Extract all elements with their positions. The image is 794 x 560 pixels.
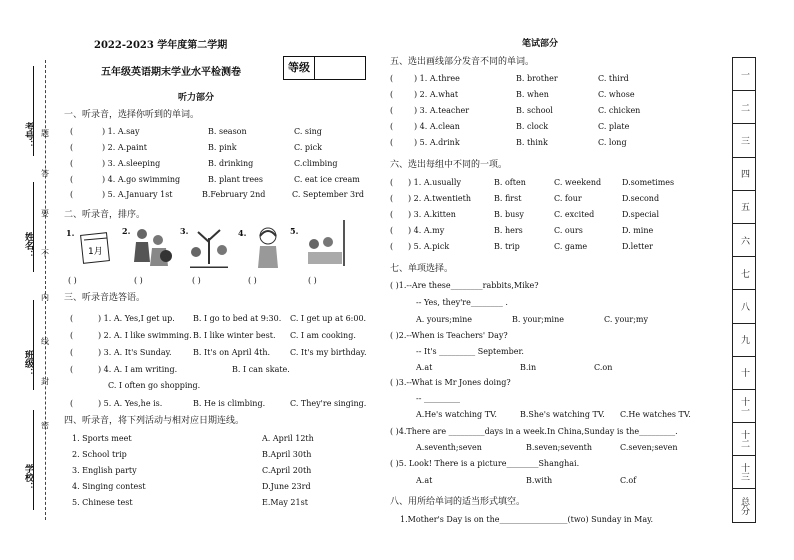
- school-year: 2022-2023 学年度第二学期: [94, 40, 228, 51]
- question: ( )2.--When is Teachers' Day?: [390, 331, 508, 340]
- writing-title: 笔试部分: [522, 39, 559, 49]
- question: ) 3. A.sleeping: [102, 159, 161, 168]
- activity-item[interactable]: 3. English party: [72, 466, 137, 475]
- question: ) 2. A.twentieth: [408, 194, 471, 203]
- order-blank[interactable]: ( ): [68, 276, 77, 285]
- option-c: C.of: [620, 476, 637, 485]
- question-line: -- _________: [416, 394, 460, 403]
- option-c: C. sing: [294, 127, 322, 136]
- option-c: C. excited: [554, 210, 595, 219]
- paren: (: [70, 331, 74, 340]
- option-c: C. game: [554, 242, 588, 251]
- option-a: A. yours;mine: [416, 315, 473, 324]
- option-c: C. September 3rd: [292, 190, 365, 199]
- option-d: D.sometimes: [622, 178, 675, 187]
- date-item[interactable]: B.April 30th: [262, 450, 312, 459]
- option-b: B. It's on April 4th.: [193, 348, 271, 357]
- section-4-title: 四、听录音，将下列活动与相对应日期连线。: [64, 416, 245, 426]
- order-blank[interactable]: ( ): [192, 276, 201, 285]
- question: ) 4. A. I am writing.: [98, 365, 178, 374]
- pic-number: 2.: [122, 226, 131, 236]
- headphone-girl-picture: [250, 226, 286, 270]
- score-cell[interactable]: 九: [733, 323, 756, 356]
- question: ) 4. A.go swimming: [102, 175, 181, 184]
- seal-char: 封: [41, 377, 49, 386]
- option-b: B. He is climbing.: [193, 399, 266, 408]
- question: ) 5. A. Yes,he is.: [98, 399, 163, 408]
- tree-planting-picture: [186, 224, 232, 268]
- date-item[interactable]: A. April 12th: [262, 434, 314, 443]
- option-d: D.special: [622, 210, 659, 219]
- question: ) 1. A. Yes,I get up.: [98, 314, 175, 323]
- paren: (: [390, 226, 394, 235]
- seal-char: 密: [41, 421, 49, 430]
- pic-number: 1.: [66, 228, 75, 238]
- pic-number: 3.: [180, 226, 189, 236]
- option-c: C. pick: [294, 143, 322, 152]
- option-b: B. plant trees: [208, 175, 263, 184]
- option-a: A.at: [416, 363, 433, 372]
- section-3-title: 三、听录音选答语。: [64, 293, 146, 303]
- name-line: [33, 182, 34, 272]
- option-a: A.at: [416, 476, 433, 485]
- question: ) 3. A. It's Sunday.: [98, 348, 172, 357]
- option-c: C. I often go shopping.: [108, 381, 201, 390]
- seal-char: 内: [41, 293, 49, 302]
- option-b: B. when: [516, 90, 549, 99]
- section-2-title: 二、听录音，排序。: [64, 210, 146, 220]
- option-b: B. I go to bed at 9:30.: [193, 314, 282, 323]
- option-c: C. They're singing.: [290, 399, 367, 408]
- option-b: B. clock: [516, 122, 549, 131]
- score-cell[interactable]: 五: [733, 190, 756, 223]
- order-blank[interactable]: ( ): [308, 276, 317, 285]
- exam-number-label: 考号：: [23, 122, 33, 149]
- option-c: C. weekend: [554, 178, 602, 187]
- score-cell[interactable]: 十一: [733, 389, 756, 422]
- option-b: B. your;mine: [512, 315, 565, 324]
- date-item[interactable]: C.April 20th: [262, 466, 312, 475]
- section-5-title: 五、选出画线部分发音不同的单词。: [390, 57, 535, 67]
- option-c: C. long: [598, 138, 627, 147]
- pic-number: 4.: [238, 228, 247, 238]
- option-b: B. first: [494, 194, 522, 203]
- paren: (: [70, 314, 74, 323]
- option-c: C. It's my birthday.: [290, 348, 367, 357]
- paren: (: [70, 127, 74, 136]
- grade-label: 等级: [284, 57, 315, 79]
- score-table: [732, 57, 756, 523]
- question: ) 5. A.pick: [408, 242, 450, 251]
- paren: (: [70, 143, 74, 152]
- option-c: C. ours: [554, 226, 583, 235]
- option-c: C. third: [598, 74, 629, 83]
- paren: (: [70, 159, 74, 168]
- score-cell[interactable]: 四: [733, 157, 756, 190]
- option-c: C. your;my: [604, 315, 649, 324]
- school-line: [33, 410, 34, 510]
- seal-char: 要: [41, 209, 49, 218]
- option-d: D.second: [622, 194, 660, 203]
- option-c: C. eat ice cream: [294, 175, 360, 184]
- seal-char: 不: [41, 249, 49, 258]
- option-d: D.letter: [622, 242, 653, 251]
- class-label: 班级：: [23, 350, 33, 377]
- question: ) 3. A.teacher: [414, 106, 470, 115]
- score-cell[interactable]: 十三: [733, 456, 756, 489]
- seal-char: 题: [41, 129, 49, 138]
- score-cell[interactable]: 一: [733, 58, 756, 91]
- paren: (: [390, 178, 394, 187]
- score-cell[interactable]: 二: [733, 91, 756, 124]
- option-c: C. I am cooking.: [290, 331, 356, 340]
- question: ) 2. A. I like swimming.: [98, 331, 192, 340]
- option-b: B. hers: [494, 226, 523, 235]
- question: 1.Mother's Day is on the_________________(two) Sunday in May.: [400, 515, 654, 524]
- option-c: C. plate: [598, 122, 630, 131]
- question: ) 1. A.say: [102, 127, 140, 136]
- option-c: C.climbing: [294, 159, 338, 168]
- option-b: B. drinking: [208, 159, 254, 168]
- paren: (: [390, 122, 394, 131]
- paren: (: [390, 210, 394, 219]
- option-b: B. often: [494, 178, 526, 187]
- question: ) 4. A.my: [408, 226, 445, 235]
- score-cell[interactable]: 十: [733, 356, 756, 389]
- question: ( )3.--What is Mr Jones doing?: [390, 378, 511, 387]
- option-b: B. busy: [494, 210, 524, 219]
- option-b: B. school: [516, 106, 553, 115]
- family-picture: [304, 218, 352, 268]
- question: ) 4. A.clean: [414, 122, 460, 131]
- option-c: C. whose: [598, 90, 635, 99]
- option-b: B. season: [208, 127, 247, 136]
- option-d: D. mine: [622, 226, 654, 235]
- option-b: B.in: [520, 363, 537, 372]
- order-blank[interactable]: ( ): [134, 276, 143, 285]
- date-item[interactable]: E.May 21st: [262, 498, 308, 507]
- listening-title: 听力部分: [178, 93, 215, 103]
- seal-char: 线: [41, 337, 49, 346]
- question: ) 3. A.kitten: [408, 210, 456, 219]
- paren: (: [390, 74, 394, 83]
- question-line: -- It's _________ September.: [416, 347, 524, 356]
- section-6-title: 六、选出每组中不同的一项。: [390, 160, 508, 170]
- paren: (: [70, 365, 74, 374]
- paren: (: [390, 106, 394, 115]
- option-b: B. brother: [516, 74, 558, 83]
- option-b: B. trip: [494, 242, 520, 251]
- option-a: A.seventh;seven: [416, 443, 482, 452]
- score-cell[interactable]: 三: [733, 124, 756, 157]
- option-c: C. four: [554, 194, 582, 203]
- score-cell[interactable]: 七: [733, 257, 756, 290]
- question: ( )1.--Are these________rabbits,Mike?: [390, 281, 539, 290]
- exam-number-line: [33, 66, 34, 156]
- section-1-title: 一、听录音，选择你听到的单词。: [64, 110, 200, 120]
- grade-box: [283, 56, 366, 80]
- paren: (: [390, 242, 394, 251]
- score-cell[interactable]: 八: [733, 290, 756, 323]
- section-7-title: 七、单项选择。: [390, 264, 454, 274]
- paren: (: [70, 399, 74, 408]
- paren: (: [390, 90, 394, 99]
- option-b: B.seven;seventh: [526, 443, 592, 452]
- exam-title: 五年级英语期末学业水平检测卷: [101, 67, 241, 78]
- option-b: B. think: [516, 138, 548, 147]
- calendar-picture: [76, 228, 114, 268]
- option-b: B. I like winter best.: [193, 331, 276, 340]
- option-b: B. I can skate.: [232, 365, 290, 374]
- option-c: C.He watches TV.: [620, 410, 691, 419]
- score-cell[interactable]: 总分: [733, 489, 756, 522]
- order-blank[interactable]: ( ): [248, 276, 257, 285]
- question-line: -- Yes, they're________ .: [416, 298, 508, 307]
- question: ) 2. A.paint: [102, 143, 147, 152]
- paren: (: [390, 138, 394, 147]
- option-b: B.with: [526, 476, 553, 485]
- seal-char: 答: [41, 169, 49, 178]
- date-item[interactable]: D.June 23rd: [262, 482, 311, 491]
- activity-item[interactable]: 5. Chinese test: [72, 498, 133, 507]
- paren: (: [390, 194, 394, 203]
- school-label: 学校：: [23, 464, 33, 491]
- question: ( )5. Look! There is a picture________Shanghai.: [390, 459, 580, 468]
- option-a: A.He's watching TV.: [416, 410, 497, 419]
- option-c: C.on: [594, 363, 613, 372]
- activity-item[interactable]: 4. Singing contest: [72, 482, 146, 491]
- option-b: B.She's watching TV.: [520, 410, 605, 419]
- option-c: C.seven;seven: [620, 443, 678, 452]
- option-c: C. chicken: [598, 106, 641, 115]
- class-line: [33, 300, 34, 390]
- pic-number: 5.: [290, 226, 299, 236]
- paren: (: [70, 175, 74, 184]
- question: ( )4.There are _________days in a week.In China,Sunday is the_________.: [390, 427, 678, 436]
- activity-item[interactable]: 2. School trip: [72, 450, 127, 459]
- option-b: B.February 2nd: [202, 190, 266, 199]
- paren: (: [70, 190, 74, 199]
- option-b: B. pink: [208, 143, 237, 152]
- people-picture: [130, 226, 174, 270]
- score-cell[interactable]: 十二: [733, 423, 756, 456]
- activity-item[interactable]: 1. Sports meet: [72, 434, 132, 443]
- question: ) 1. A.usually: [408, 178, 461, 187]
- section-8-title: 八、用所给单词的适当形式填空。: [390, 497, 526, 507]
- question: ) 1. A.three: [414, 74, 460, 83]
- question: ) 5. A.January 1st: [102, 190, 173, 199]
- score-cell[interactable]: 六: [733, 223, 756, 256]
- question: ) 5. A.drink: [414, 138, 460, 147]
- question: ) 2. A.what: [414, 90, 459, 99]
- calendar-month: 1月: [88, 247, 103, 257]
- name-label: 姓名：: [23, 232, 33, 259]
- option-c: C. I get up at 6:00.: [290, 314, 367, 323]
- paren: (: [70, 348, 74, 357]
